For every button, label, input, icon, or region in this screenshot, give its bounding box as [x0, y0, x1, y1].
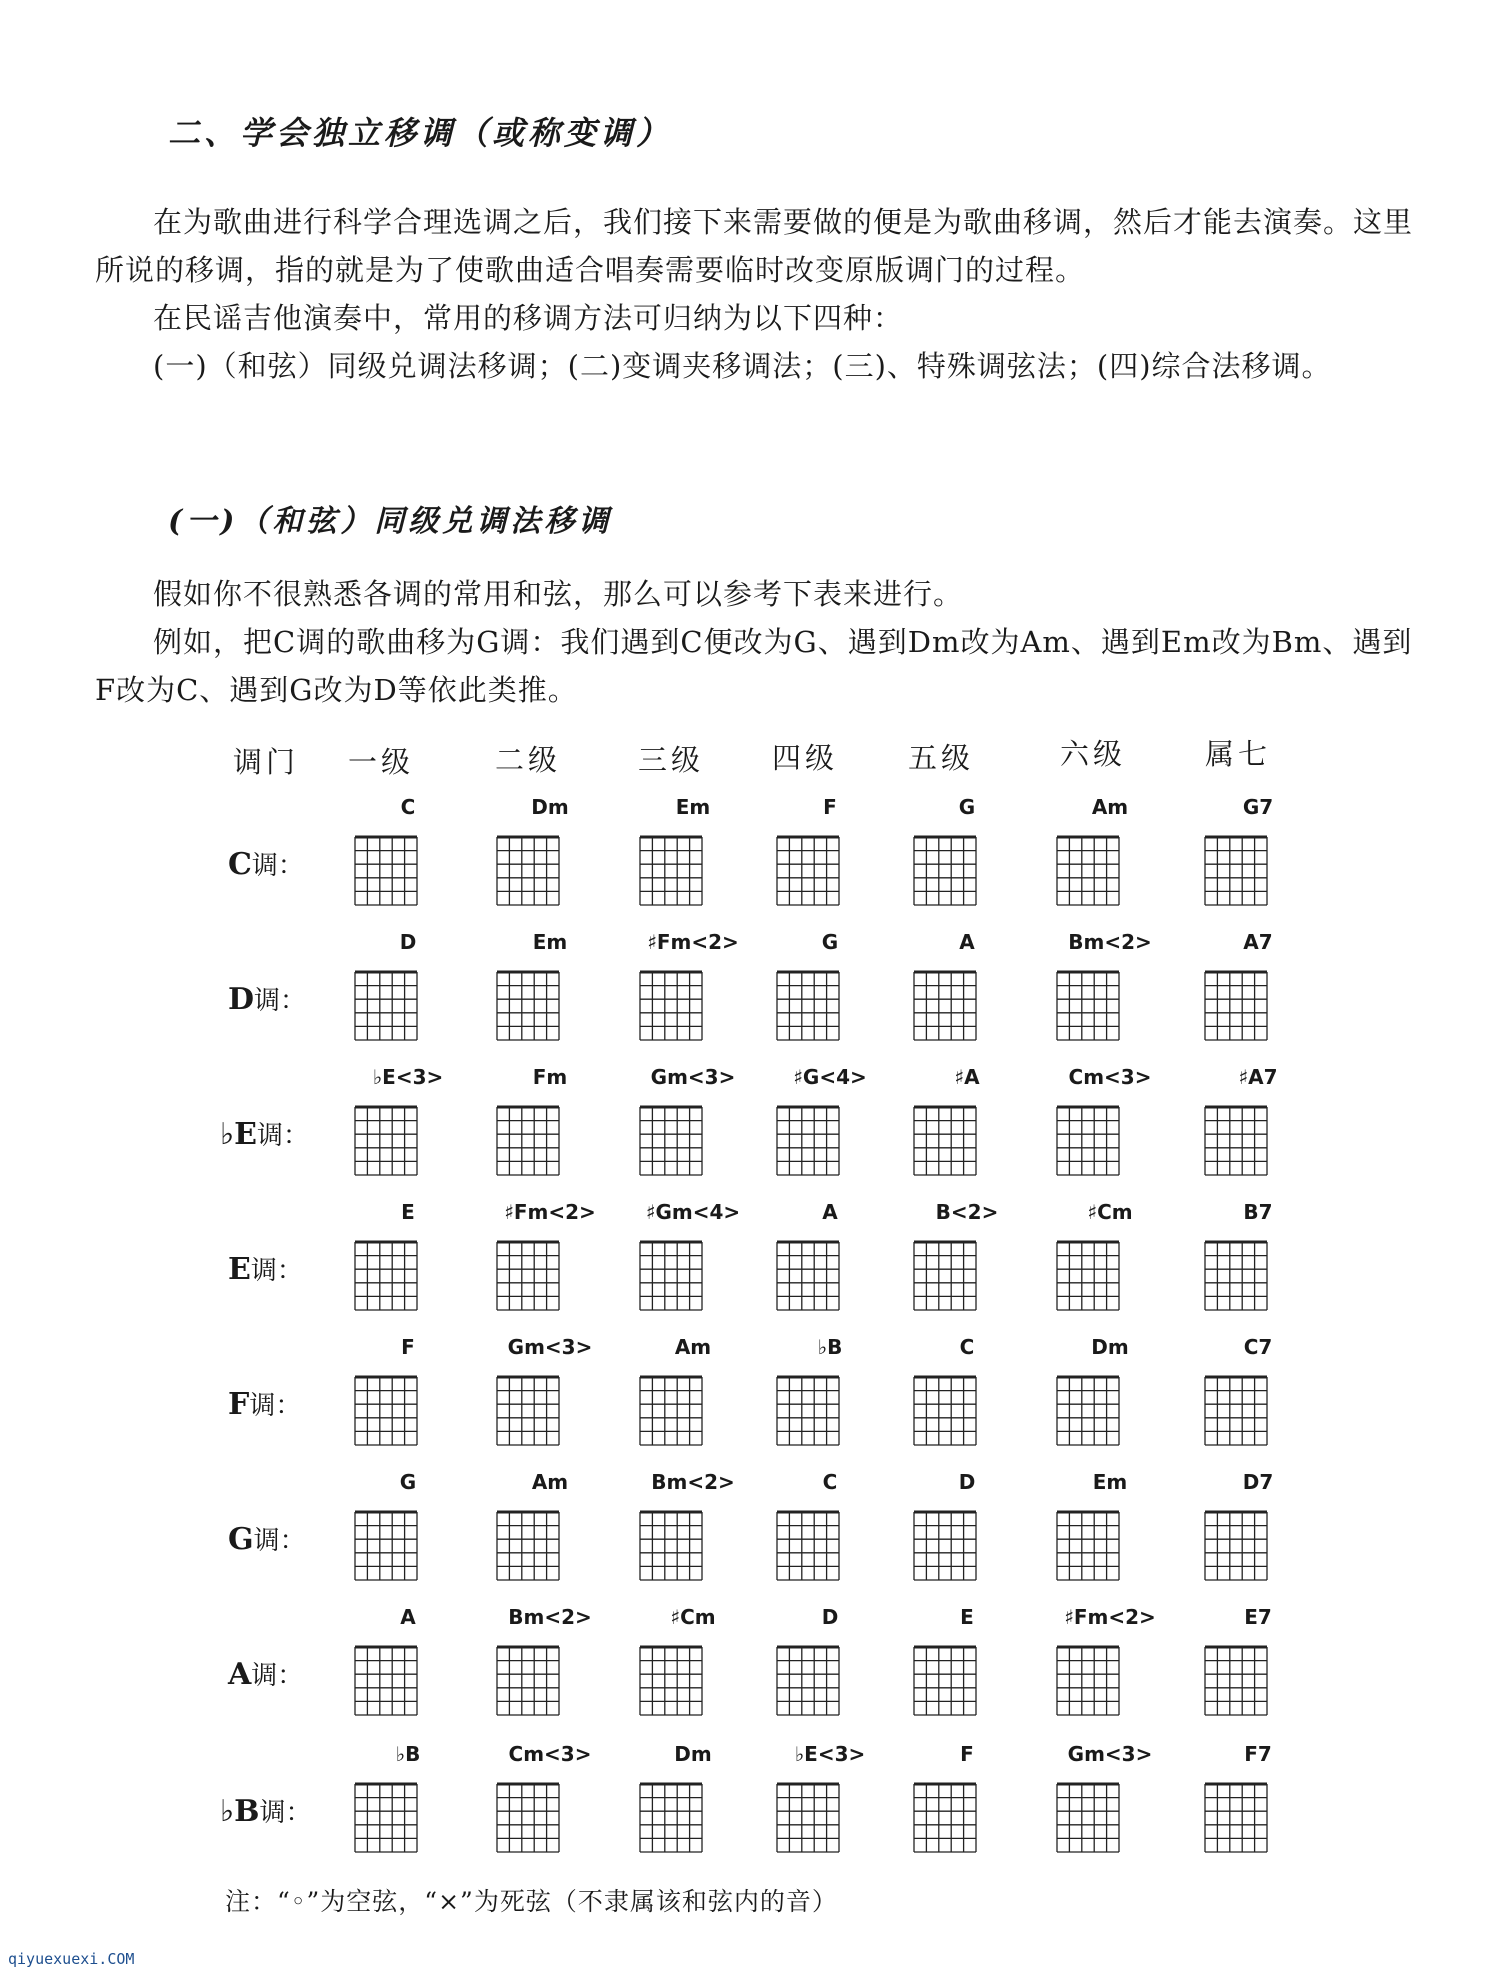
chord-name: C — [822, 1470, 838, 1494]
fretboard-grid — [495, 1782, 561, 1852]
chord-name: C7 — [1243, 1335, 1273, 1359]
fretboard-grid — [775, 1510, 841, 1580]
fretboard-grid — [912, 1645, 978, 1715]
fretboard-grid — [638, 1375, 704, 1445]
key-label — [220, 1792, 312, 1829]
key-name: C — [228, 847, 252, 882]
fretboard-grid — [912, 1240, 978, 1310]
fretboard-grid — [1055, 1782, 1121, 1852]
header-dominant-7: 属七 — [1205, 737, 1272, 771]
fretboard-grid — [638, 835, 704, 905]
fretboard-grid — [1203, 1782, 1269, 1852]
fretboard-grid — [353, 1510, 419, 1580]
chord-name: A7 — [1243, 930, 1273, 954]
subsection-heading: (一)（和弦）同级兑调法移调 — [168, 504, 613, 539]
fretboard-grid — [638, 1510, 704, 1580]
key-suffix: 调： — [254, 986, 307, 1016]
chord-name: Fm — [532, 1065, 568, 1089]
key-label — [228, 845, 304, 882]
fretboard-grid — [1203, 970, 1269, 1040]
paragraph-3: (一)（和弦）同级兑调法移调；(二)变调夹移调法；(三)、特殊调弦法；(四)综合法移调。 — [153, 349, 1332, 383]
chord-name: A — [822, 1200, 838, 1224]
fretboard-grid — [353, 1375, 419, 1445]
fretboard-grid — [638, 1105, 704, 1175]
fretboard-grid — [495, 970, 561, 1040]
fretboard-grid — [775, 1240, 841, 1310]
key-suffix: 调： — [251, 851, 304, 881]
chord-name: ♯G<4> — [793, 1065, 867, 1089]
fretboard-grid — [1055, 1375, 1121, 1445]
chord-name: D — [399, 930, 417, 954]
chord-name: E7 — [1244, 1605, 1272, 1629]
chord-name: Gm<3> — [507, 1335, 593, 1359]
chord-name: F7 — [1244, 1742, 1272, 1766]
key-name: ♭E — [220, 1117, 258, 1152]
fretboard-grid — [775, 970, 841, 1040]
key-suffix: 调： — [259, 1798, 312, 1828]
fretboard-grid — [775, 1105, 841, 1175]
paragraph-2: 在民谣吉他演奏中，常用的移调方法可归纳为以下四种： — [153, 301, 904, 335]
fretboard-grid — [912, 835, 978, 905]
chord-name: G — [821, 930, 839, 954]
chord-name: Em — [532, 930, 568, 954]
key-suffix: 调： — [249, 1391, 302, 1421]
fretboard-grid — [638, 1645, 704, 1715]
chord-name: F — [401, 1335, 415, 1359]
key-suffix: 调： — [253, 1526, 306, 1556]
fretboard-grid — [912, 1510, 978, 1580]
fretboard-grid — [353, 835, 419, 905]
paragraph-1: 在为歌曲进行科学合理选调之后，我们接下来需要做的便是为歌曲移调，然后才能去演奏。这里所说的移调，指的就是为了使歌曲适合唱奏需要临时改变原版调门的过程。 — [95, 205, 1414, 287]
fretboard-grid — [912, 1105, 978, 1175]
fretboard-grid — [353, 970, 419, 1040]
fretboard-grid — [638, 970, 704, 1040]
chord-name: Am — [531, 1470, 569, 1494]
footnote: 注：“◦”为空弦，“×”为死弦（不隶属该和弦内的音） — [225, 1887, 838, 1916]
chord-name: G7 — [1242, 795, 1274, 819]
example-paragraphs — [95, 570, 1425, 714]
fretboard-grid — [1055, 970, 1121, 1040]
fretboard-grid — [353, 1105, 419, 1175]
chord-name: D — [821, 1605, 839, 1629]
chord-name: D7 — [1242, 1470, 1274, 1494]
fretboard-grid — [912, 970, 978, 1040]
chord-name: Em — [675, 795, 711, 819]
key-suffix: 调： — [257, 1121, 310, 1151]
chord-name: F — [823, 795, 837, 819]
key-label — [228, 1385, 301, 1422]
chord-name: ♯A7 — [1238, 1065, 1278, 1089]
fretboard-grid — [775, 1782, 841, 1852]
chord-name: ♯Fm<2> — [647, 930, 739, 954]
key-label — [228, 980, 306, 1017]
key-label — [228, 1655, 303, 1692]
header-degree-4: 四级 — [772, 741, 839, 775]
header-degree-3: 三级 — [638, 743, 705, 777]
fretboard-grid — [775, 835, 841, 905]
chord-name: Bm<2> — [1068, 930, 1152, 954]
chord-name: Dm — [531, 795, 569, 819]
section-heading: 二、学会独立移调（或称变调） — [168, 114, 673, 152]
chord-name: Em — [1092, 1470, 1128, 1494]
intro-paragraphs — [95, 198, 1425, 390]
key-name: A — [228, 1657, 252, 1692]
chord-name: ♯Fm<2> — [1064, 1605, 1156, 1629]
key-suffix: 调： — [250, 1256, 303, 1286]
key-label — [228, 1520, 306, 1557]
chord-name: F — [960, 1742, 974, 1766]
chord-name: ♭E<3> — [794, 1742, 866, 1766]
chord-name: Dm — [1091, 1335, 1129, 1359]
chord-name: B<2> — [935, 1200, 999, 1224]
fretboard-grid — [495, 1240, 561, 1310]
chord-name: ♯Fm<2> — [504, 1200, 596, 1224]
key-label — [228, 1250, 303, 1287]
fretboard-grid — [495, 835, 561, 905]
chord-name: E — [401, 1200, 415, 1224]
fretboard-grid — [1203, 1240, 1269, 1310]
fretboard-grid — [1203, 1105, 1269, 1175]
chord-name: ♯Cm — [1087, 1200, 1133, 1224]
fretboard-grid — [1055, 1105, 1121, 1175]
fretboard-grid — [353, 1645, 419, 1715]
header-degree-2: 二级 — [495, 743, 562, 777]
chord-name: D — [958, 1470, 976, 1494]
paragraph-4: 假如你不很熟悉各调的常用和弦，那么可以参考下表来进行。 — [153, 577, 964, 611]
chord-name: Bm<2> — [651, 1470, 735, 1494]
chord-name: ♯Cm — [670, 1605, 716, 1629]
chord-name: ♭E<3> — [372, 1065, 444, 1089]
key-name: G — [228, 1522, 254, 1557]
key-suffix: 调： — [251, 1661, 304, 1691]
header-degree-5: 五级 — [908, 741, 975, 775]
fretboard-grid — [1203, 1645, 1269, 1715]
paragraph-5: 例如，把C调的歌曲移为G调：我们遇到C便改为G、遇到Dm改为Am、遇到Em改为Bm、遇到F改为C、遇到G改为D等依此类推。 — [95, 625, 1413, 707]
key-name: ♭B — [220, 1794, 260, 1829]
fretboard-grid — [353, 1782, 419, 1852]
chord-name: B7 — [1243, 1200, 1273, 1224]
chord-name: A — [400, 1605, 416, 1629]
fretboard-grid — [775, 1645, 841, 1715]
fretboard-grid — [1055, 1240, 1121, 1310]
chord-name: C — [959, 1335, 975, 1359]
fretboard-grid — [1203, 1510, 1269, 1580]
chord-name: C — [400, 795, 416, 819]
chord-name: E — [960, 1605, 974, 1629]
fretboard-grid — [638, 1240, 704, 1310]
chord-name: Am — [674, 1335, 712, 1359]
fretboard-grid — [1203, 835, 1269, 905]
key-name: E — [228, 1252, 251, 1287]
fretboard-grid — [638, 1782, 704, 1852]
key-name: D — [228, 982, 255, 1017]
chord-name: Am — [1091, 795, 1129, 819]
header-degree-6: 六级 — [1060, 737, 1127, 771]
fretboard-grid — [353, 1240, 419, 1310]
chord-name: ♭B — [395, 1742, 421, 1766]
chord-name: Gm<3> — [650, 1065, 736, 1089]
fretboard-grid — [775, 1375, 841, 1445]
chord-name: G — [958, 795, 976, 819]
fretboard-grid — [1203, 1375, 1269, 1445]
fretboard-grid — [1055, 1645, 1121, 1715]
fretboard-grid — [495, 1105, 561, 1175]
fretboard-grid — [1055, 835, 1121, 905]
key-name: F — [228, 1387, 250, 1422]
chord-name: A — [959, 930, 975, 954]
fretboard-grid — [495, 1375, 561, 1445]
chord-name: Bm<2> — [508, 1605, 592, 1629]
chord-name: Dm — [674, 1742, 712, 1766]
fretboard-grid — [1055, 1510, 1121, 1580]
header-degree-1: 一级 — [348, 745, 415, 779]
key-label — [220, 1115, 309, 1152]
header-key: 调门 — [233, 745, 300, 779]
fretboard-grid — [495, 1645, 561, 1715]
fretboard-grid — [912, 1782, 978, 1852]
chord-name: Gm<3> — [1067, 1742, 1153, 1766]
chord-name: ♯A — [954, 1065, 980, 1089]
fretboard-grid — [912, 1375, 978, 1445]
chord-name: ♭B — [817, 1335, 843, 1359]
chord-name: G — [399, 1470, 417, 1494]
chord-name: ♯Gm<4> — [645, 1200, 741, 1224]
chord-name: Cm<3> — [1068, 1065, 1152, 1089]
watermark: qiyuexuexi.COM — [8, 1950, 135, 1968]
chord-name: Cm<3> — [508, 1742, 592, 1766]
fretboard-grid — [495, 1510, 561, 1580]
